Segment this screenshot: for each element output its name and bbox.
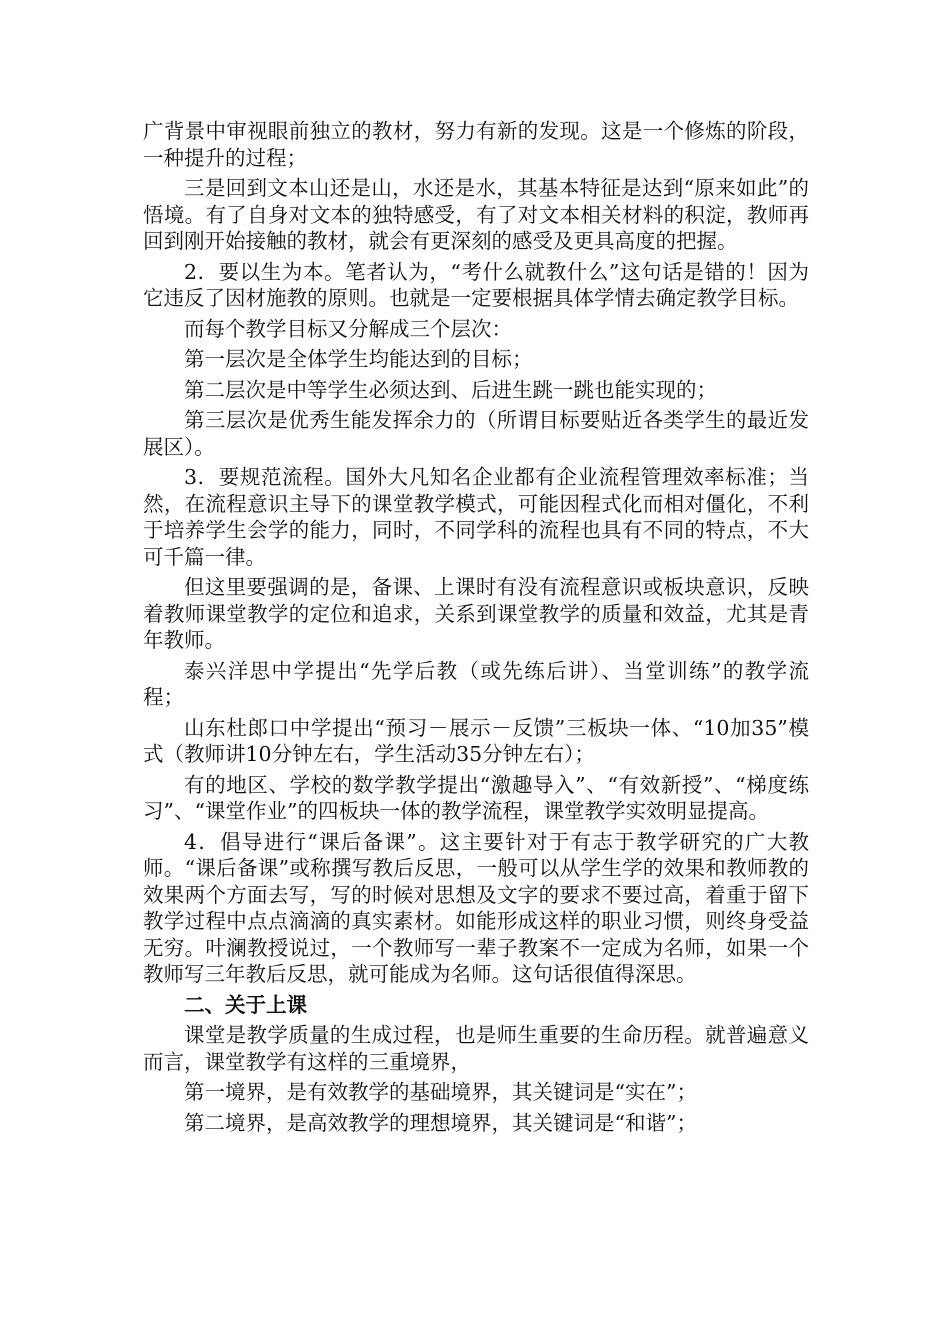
paragraph-realm-2: 第二境界，是高效教学的理想境界，其关键词是“和谐”；: [184, 1110, 697, 1135]
paragraph-emphasis: 但这里要强调的是，备课、上课时有没有流程意识或板块意识，反映着教师课堂教学的定位和追求，关系到课堂教学的质量和效益，尤其是青年教师。: [143, 575, 809, 652]
paragraph-example-math: 有的地区、学校的数学教学提出“激趣导入”、“有效新授”、“梯度练习”、“课堂作业”的四板块一体的教学流程，课堂教学实效明显提高。: [143, 772, 809, 823]
paragraph-realm-1: 第一境界，是有效教学的基础境界，其关键词是“实在”；: [184, 1080, 697, 1104]
paragraph-point-3: 3．要规范流程。国外大凡知名企业都有企业流程管理效率标准；当然，在流程意识主导下的课堂教学模式，可能因程式化而相对僵化，不利于培养学生会学的能力，同时，不同学科的流程也具有不同的特点，不大可千篇一律。: [143, 465, 809, 569]
paragraph-level-1: 第一层次是全体学生均能达到的目标；: [184, 347, 533, 371]
paragraph-levels-intro: 而每个教学目标又分解成三个层次：: [184, 316, 512, 341]
paragraph-point-4: 4．倡导进行“课后备课”。这主要针对于有志于教学研究的广大教师。“课后备课”或称撰写教后反思，一般可以从学生学的效果和教师教的效果两个方面去写，写的时候对思想及文字的要求不要过高，着重于留下教学过程中点点滴滴的真实素材。如能形成这样的职业习惯，则终身受益无穷。叶澜教授说过，一个教师写一辈子教案不一定成为名师，如果一个教师写三年教后反思，就可能成为名师。这句话很值得深思。: [143, 829, 809, 986]
paragraph-example-yangsi: 泰兴洋思中学提出“先学后教（或先练后讲）、当堂训练”的教学流程；: [143, 658, 809, 709]
paragraph-example-dulangkou: 山东杜郎口中学提出“预习－展示－反馈”三板块一体、“10加35”模式（教师讲10分钟左右，学生活动35分钟左右）；: [143, 715, 809, 766]
paragraph-class-intro: 课堂是教学质量的生成过程，也是师生重要的生命历程。就普遍意义而言，课堂教学有这样的三重境界，: [143, 1023, 809, 1074]
section-heading-class: 二、关于上课: [184, 992, 307, 1017]
paragraph-point-2: 2．要以生为本。笔者认为，“考什么就教什么”这句话是错的！因为它违反了因材施教的原则。也就是一定要根据具体学情去确定教学目标。: [143, 259, 809, 310]
paragraph-level-2: 第二层次是中等学生必须达到、后进生跳一跳也能实现的；: [184, 377, 717, 402]
paragraph-level-3: 第三层次是优秀生能发挥余力的（所谓目标要贴近各类学生的最近发展区）。: [143, 408, 809, 459]
paragraph-continuation: 广背景中审视眼前独立的教材，努力有新的发现。这是一个修炼的阶段，一种提升的过程；: [143, 119, 809, 170]
paragraph-third-stage: 三是回到文本山还是山，水还是水，其基本特征是达到“原来如此”的悟境。有了自身对文本的独特感受，有了对文本相关材料的积淀，教师再回到刚开始接触的教材，就会有更深刻的感受及更具高度的把握。: [143, 176, 809, 253]
document-body: [143, 118, 809, 1140]
